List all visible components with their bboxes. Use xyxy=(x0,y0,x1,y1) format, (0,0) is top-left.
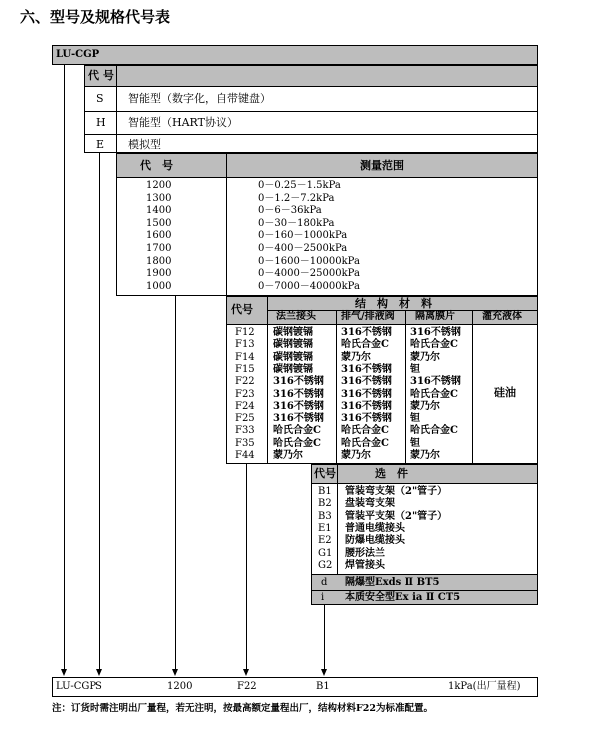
range-value: 0－6－36kPa xyxy=(258,205,322,217)
col-fill-header: 灌充液体 xyxy=(482,311,522,322)
fill-liquid-value: 硅油 xyxy=(494,386,516,399)
material-valve: 316不锈钢 xyxy=(341,376,392,388)
material-flange: 哈氏合金C xyxy=(273,425,321,437)
example-option: B1 xyxy=(316,681,330,692)
material-code: F23 xyxy=(235,388,255,400)
footnote: 注：订货时需注明出厂量程，若无注明，按最高额定量程出厂，结构材料F22为标准配置。 xyxy=(52,703,433,714)
col-flange-header: 法兰接头 xyxy=(276,311,316,322)
material-code: F22 xyxy=(235,376,255,388)
explosion-desc-i: 本质安全型Ex ia Ⅱ CT5 xyxy=(345,592,461,603)
example-type: S xyxy=(95,681,102,692)
arrow-type xyxy=(96,669,102,676)
arrow-option xyxy=(321,669,327,676)
type-code-e: E xyxy=(96,138,105,151)
option-desc: 普通电缆接头 xyxy=(345,522,405,534)
option-code: B1 xyxy=(318,486,332,497)
options-header-row xyxy=(312,465,537,483)
range-code: 1300 xyxy=(146,192,172,204)
range-value: 0－4000－25000kPa xyxy=(258,268,360,280)
material-code: F12 xyxy=(235,327,255,338)
range-value: 0－30－180kPa xyxy=(258,217,335,229)
material-diaphragm: 哈氏合金C xyxy=(410,425,458,437)
range-code: 1700 xyxy=(146,243,172,254)
material-valve: 316不锈钢 xyxy=(341,327,392,338)
material-valve: 哈氏合金C xyxy=(341,425,389,437)
range-value: 0－160－1000kPa xyxy=(258,230,348,242)
material-diaphragm: 316不锈钢 xyxy=(410,376,461,388)
material-diaphragm: 316不锈钢 xyxy=(410,327,461,338)
leader-line-material xyxy=(246,464,247,670)
leader-line-model xyxy=(64,65,65,670)
section-heading: 六、型号及规格代号表 xyxy=(20,8,171,26)
explosion-desc-d: 隔爆型Exds Ⅱ BT5 xyxy=(345,577,440,588)
material-valve: 哈氏合金C xyxy=(341,437,389,449)
material-valve: 316不锈钢 xyxy=(341,388,392,400)
col-valve-header: 排气/排液阀 xyxy=(341,311,395,322)
option-code: E2 xyxy=(318,535,332,547)
type-desc-e: 模拟型 xyxy=(128,138,161,151)
type-code-s: S xyxy=(96,92,104,105)
material-diaphragm: 钽 xyxy=(410,437,420,449)
material-flange: 316不锈钢 xyxy=(273,400,324,412)
range-code: 1800 xyxy=(146,255,172,267)
range-code-header: 代 号 xyxy=(140,159,173,172)
range-value: 0－1.2－7.2kPa xyxy=(258,192,335,204)
col-diaphragm-header: 隔离膜片 xyxy=(415,311,455,322)
leader-line-range xyxy=(175,296,176,670)
model-code-label: LU-CGP xyxy=(56,49,100,60)
material-diaphragm: 哈氏合金C xyxy=(410,388,458,400)
option-code: E1 xyxy=(318,522,332,534)
material-flange: 碳钢镀镉 xyxy=(273,363,313,375)
leader-line-option xyxy=(324,605,325,670)
material-diaphragm: 钽 xyxy=(410,413,420,425)
option-code: G1 xyxy=(318,547,333,559)
options-header: 选 件 xyxy=(375,467,408,480)
material-flange: 碳钢镀镉 xyxy=(273,339,313,351)
example-range: 1200 xyxy=(167,681,193,692)
material-flange: 碳钢镀镉 xyxy=(273,327,313,338)
range-value: 0－0.25－1.5kPa xyxy=(258,180,341,191)
material-flange: 哈氏合金C xyxy=(273,437,321,449)
material-flange: 316不锈钢 xyxy=(273,413,324,425)
material-flange: 蒙乃尔 xyxy=(273,450,303,461)
material-flange: 碳钢镀镉 xyxy=(273,351,313,363)
material-code: F44 xyxy=(235,450,255,461)
material-valve: 316不锈钢 xyxy=(341,363,392,375)
material-code: F33 xyxy=(235,425,255,437)
range-code: 1400 xyxy=(146,205,172,217)
material-code: F14 xyxy=(235,351,255,363)
example-model: LU-CGP xyxy=(56,681,97,692)
range-code: 1600 xyxy=(146,230,172,242)
example-note: 1kPa(出厂量程) xyxy=(448,681,521,692)
material-flange: 316不锈钢 xyxy=(273,376,324,388)
material-diaphragm: 蒙乃尔 xyxy=(410,400,440,412)
material-code: F35 xyxy=(235,437,255,449)
material-valve: 蒙乃尔 xyxy=(341,450,371,461)
material-valve: 哈氏合金C xyxy=(341,339,389,351)
material-code: F15 xyxy=(235,363,255,375)
option-desc: 盘装弯支架 xyxy=(345,498,395,510)
option-code: B2 xyxy=(318,498,332,510)
material-diaphragm: 钽 xyxy=(410,363,420,375)
option-desc: 防爆电缆接头 xyxy=(345,535,405,547)
range-value: 0－400－2500kPa xyxy=(258,243,348,254)
material-diaphragm: 哈氏合金C xyxy=(410,339,458,351)
material-diaphragm: 蒙乃尔 xyxy=(410,450,440,461)
leader-line-type xyxy=(99,153,100,670)
option-desc: 管装弯支架（2"管子） xyxy=(345,486,448,497)
arrow-material xyxy=(243,669,249,676)
option-desc: 管装平支架（2"管子） xyxy=(345,510,448,522)
arrow-model xyxy=(61,669,67,676)
material-diaphragm: 蒙乃尔 xyxy=(410,351,440,363)
material-code: F25 xyxy=(235,413,255,425)
option-desc: 腰形法兰 xyxy=(345,547,385,559)
example-material: F22 xyxy=(237,681,257,692)
model-code-bar xyxy=(52,45,538,65)
material-valve: 316不锈钢 xyxy=(341,413,392,425)
range-value: 0－1600－10000kPa xyxy=(258,255,360,267)
explosion-code-i: i xyxy=(321,592,325,603)
material-code: F13 xyxy=(235,339,255,351)
type-desc-h: 智能型（HART协议） xyxy=(128,116,238,129)
type-code-header: 代 号 xyxy=(88,69,114,82)
material-valve: 316不锈钢 xyxy=(341,400,392,412)
type-desc-s: 智能型（数字化，自带键盘） xyxy=(128,92,271,105)
option-code: B3 xyxy=(318,510,332,522)
material-group-header: 结 构 材 料 xyxy=(355,297,432,310)
range-code: 1900 xyxy=(146,268,172,280)
range-header-row xyxy=(117,154,537,177)
range-value: 0－7000－40000kPa xyxy=(258,280,360,292)
range-code: 1000 xyxy=(146,280,172,292)
range-code: 1200 xyxy=(146,180,172,191)
type-header-row xyxy=(85,66,537,86)
material-flange: 316不锈钢 xyxy=(273,388,324,400)
options-code-header: 代号 xyxy=(314,467,336,480)
option-desc: 焊管接头 xyxy=(345,559,385,571)
material-code: F24 xyxy=(235,400,255,412)
range-header: 测量范围 xyxy=(360,159,404,172)
explosion-code-d: d xyxy=(321,577,328,588)
option-code: G2 xyxy=(318,559,333,571)
arrow-range xyxy=(172,669,178,676)
type-code-h: H xyxy=(96,116,106,129)
range-code: 1500 xyxy=(146,217,172,229)
material-valve: 蒙乃尔 xyxy=(341,351,371,363)
material-code-header: 代号 xyxy=(231,303,253,316)
